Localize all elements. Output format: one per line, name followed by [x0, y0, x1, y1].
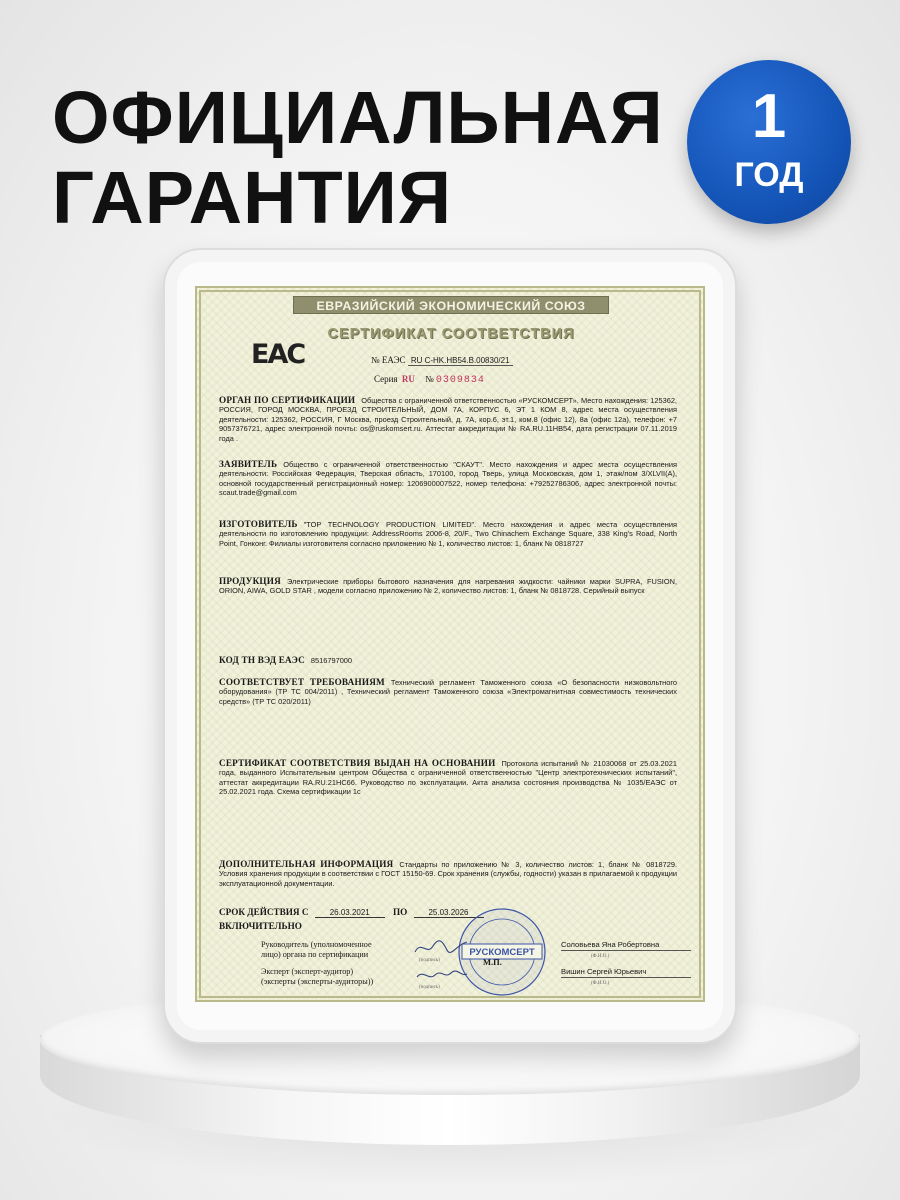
expert-label	[261, 967, 401, 987]
validity-to: 25.03.2026	[414, 908, 484, 918]
expert-signature-caption: (подпись)	[419, 985, 440, 990]
validity-period	[219, 908, 490, 918]
section-heading: ПРОДУКЦИЯ	[219, 576, 281, 586]
section-applicant	[219, 460, 677, 498]
validity-from: 26.03.2021	[315, 908, 385, 918]
expert-signature	[411, 965, 471, 985]
warranty-unit: ГОД	[734, 156, 804, 194]
expert-fio-caption: (Ф.И.О.)	[591, 981, 610, 986]
head-signature-caption: (подпись)	[419, 958, 440, 963]
head-fio-caption: (Ф.И.О.)	[591, 954, 610, 959]
section-text: Общество с ограниченной ответственностью "СКАУТ". Место нахождения и адрес места осуществления деятельности: Российская Федерация, Тверская область, 170100, город Тверь, улица Московская, дом 1, этаж/пом 3/XLVII(A), основной государственный регистрационный номер: 1206900007522, номер телефона: +79252786306, адрес электронной почты: scaut.trade@gmail.com	[219, 460, 677, 498]
section-heading: ЗАЯВИТЕЛЬ	[219, 459, 278, 469]
section-tnved	[219, 656, 677, 665]
expert-label-line-1: Эксперт (эксперт-аудитор)	[261, 967, 354, 976]
blank-label: №	[425, 374, 434, 384]
union-title: ЕВРАЗИЙСКИЙ ЭКОНОМИЧЕСКИЙ СОЮЗ	[293, 296, 609, 314]
seal-label: М.П.	[483, 957, 502, 967]
eac-logo: ЕАС	[251, 339, 305, 370]
section-text: Стандарты по приложению № 3, количество листов: 1, бланк № 0818729. Условия хранения продукции в соответствии с ГОСТ 15150-69. Срок хранения (службы, годности) указан в прилагаемой к продукции эксплуатационной документации.	[219, 860, 678, 888]
head-label-line-1: Руководитель (уполномоченное	[261, 940, 372, 949]
expert-label-line-2: (эксперты (эксперты-аудиторы))	[261, 977, 374, 986]
section-product	[219, 577, 677, 596]
section-text: Электрические приборы бытового назначения для нагревания жидкости: чайники марки SUPRA, FUSION, ORION, AIWA, GOLD STAR , модели согласно приложению № 2, количество листов: 1, бланк № 0818728. Серийный выпуск	[219, 577, 677, 596]
series-line	[374, 375, 485, 385]
section-additional	[219, 860, 677, 888]
warranty-years: 1	[751, 82, 787, 151]
certificate-title: СЕРТИФИКАТ СООТВЕТСТВИЯ	[327, 326, 575, 342]
registration-label: № ЕАЭС	[371, 355, 406, 365]
section-heading: КОД ТН ВЭД ЕАЭС	[219, 655, 305, 665]
section-text: 8516797000	[310, 656, 353, 665]
head-label-line-2: лицо) органа по сертификации	[261, 950, 369, 959]
stamp-text: РУСКОМСЕРТ	[469, 947, 535, 958]
registration-number	[371, 356, 513, 365]
certificate-document	[195, 286, 705, 1002]
expert-name: Вишин Сергей Юрьевич	[561, 967, 691, 978]
section-heading: ИЗГОТОВИТЕЛЬ	[219, 519, 298, 529]
head-signature	[411, 938, 471, 958]
section-text: Общества с ограниченной ответственностью «РУСКОМСЕРТ». Место нахождения: 125362, РОССИЯ, ГОРОД МОСКВА, ПРОЕЗД СТРОИТЕЛЬНЫЙ, ДОМ 7А, КОРПУС 6, ЭТ 1 КОМ 8, адрес места осуществления деятельности: 125362, РОССИЯ, Г Москва, проезд Строительный, д. 7А, кор.6, эт.1, ком.8 (офис 12), 8а (офис 12а), телефон: +7 9057376721, адрес электронной почты: os@ruskomsert.ru. Аттестат аккредитации № RA.RU.11HB54, дата регистрации 07.11.2019 года .	[219, 396, 677, 443]
headline-line-1: ОФИЦИАЛЬНАЯ	[52, 76, 664, 159]
section-heading: ОРГАН ПО СЕРТИФИКАЦИИ	[219, 395, 356, 405]
validity-label: СРОК ДЕЙСТВИЯ С	[219, 907, 309, 917]
section-requirements	[219, 678, 677, 706]
section-text: "TOP TECHNOLOGY PRODUCTION LIMITED". Место нахождения и адрес места осуществления деятельности по изготовлению продукции: AddressRooms 2006-8, 20/F., Two Chinachem Exchange Square, 338 King's Road, North Point, Гонконг. Филиалы изготовителя согласно приложению № 1, количество листов: 1, бланк № 0818727	[219, 520, 677, 548]
validity-to-label: ПО	[392, 907, 408, 917]
head-name: Соловьева Яна Робертовна	[561, 940, 691, 951]
section-heading: СЕРТИФИКАТ СООТВЕТСТВИЯ ВЫДАН НА ОСНОВАНИИ	[219, 758, 496, 768]
section-basis	[219, 759, 677, 797]
blank-number: 0309834	[435, 375, 485, 386]
section-text: Технический регламент Таможенного союза «О безопасности низковольтного оборудования» (ТР ТС 004/2011) , Технический регламент Таможенного союза «Электромагнитная совместимость технических средств» (ТР ТС 020/2011)	[219, 678, 677, 706]
warranty-badge	[687, 60, 851, 224]
validity-inclusive: ВКЛЮЧИТЕЛЬНО	[219, 921, 302, 931]
section-organ	[219, 396, 677, 443]
headline-line-2: ГАРАНТИЯ	[52, 156, 453, 239]
section-manufacturer	[219, 520, 677, 548]
section-text: Протокола испытаний № 21030068 от 25.03.2021 года, выданного Испытательным центром Общества с ограниченной ответственностью "Центр электротехнических испытаний", аттестат аккредитации RA.RU.21HC66. Руководство по эксплуатации. Акта анализа состояния производства № 1035/ЕАЭС от 25.02.2021 года. Схема сертификации 1с	[219, 759, 677, 797]
registration-value: RU C-HK.HB54.B.00830/21	[408, 356, 513, 366]
series-value: RU	[401, 374, 415, 384]
headline	[52, 78, 664, 238]
section-heading: ДОПОЛНИТЕЛЬНАЯ ИНФОРМАЦИЯ	[219, 859, 394, 869]
series-label: Серия	[374, 374, 398, 384]
head-label	[261, 940, 401, 960]
section-heading: СООТВЕТСТВУЕТ ТРЕБОВАНИЯМ	[219, 677, 385, 687]
